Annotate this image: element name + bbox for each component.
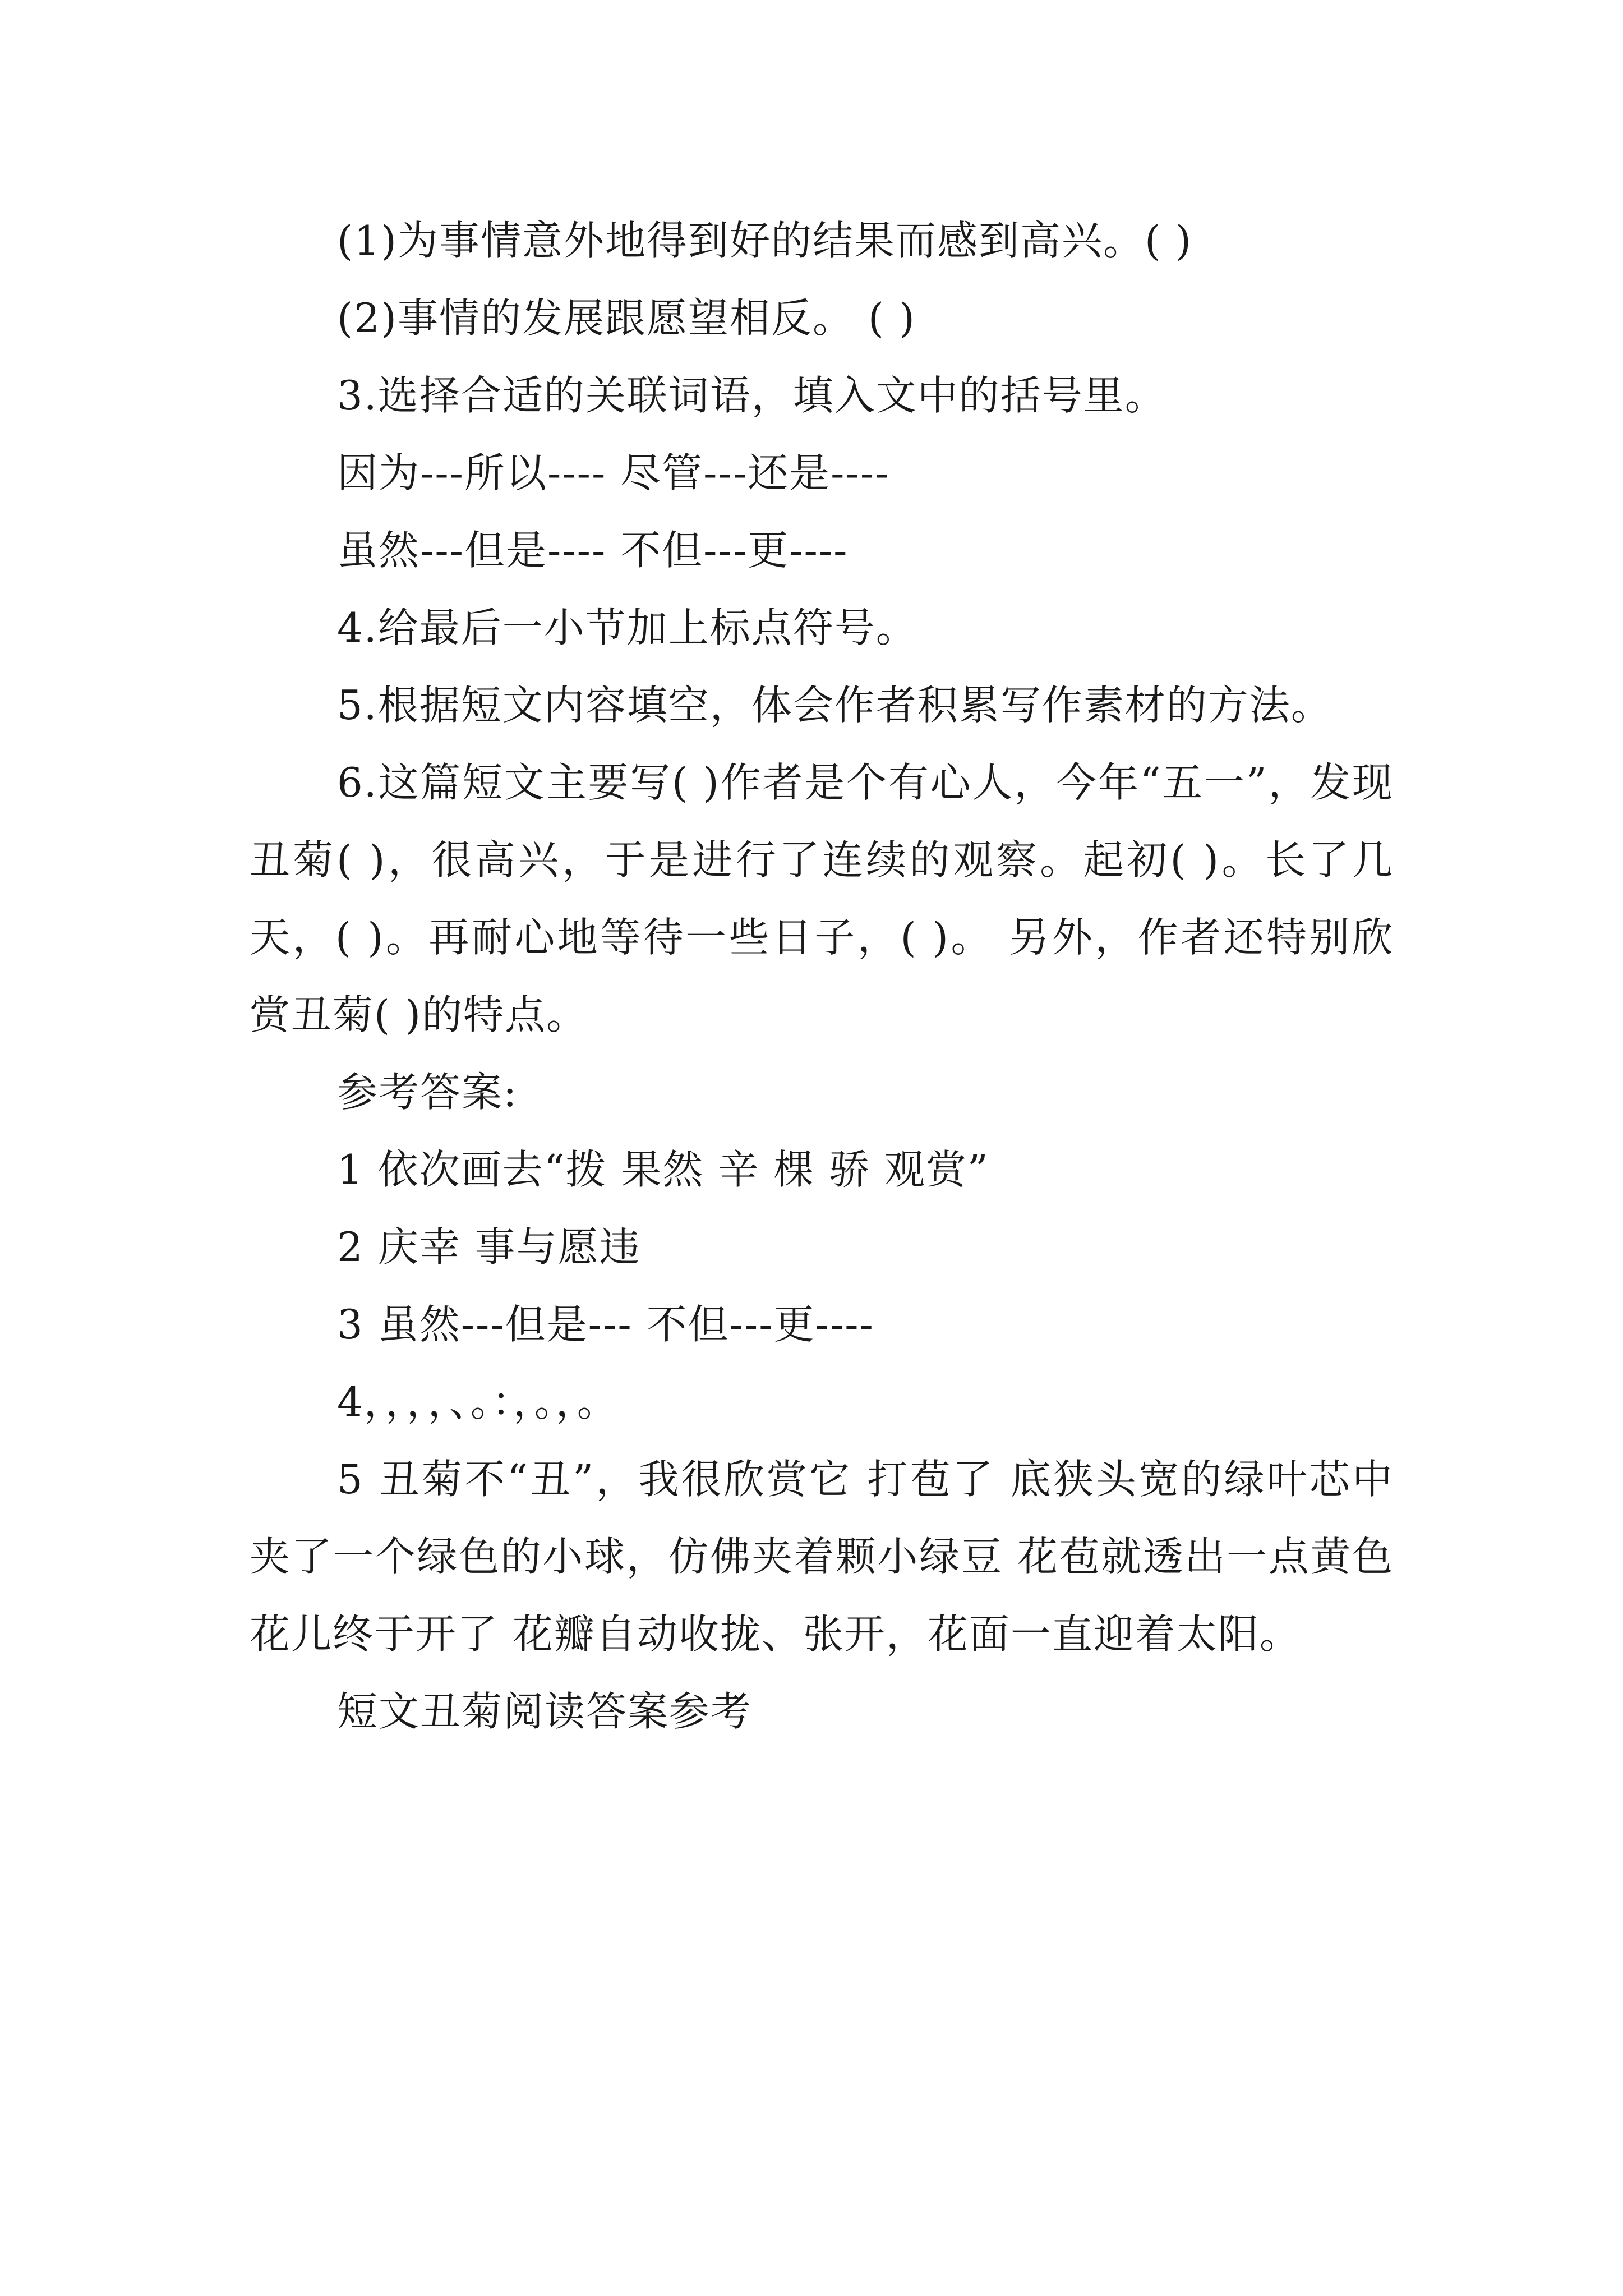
answer-1: 1 依次画去“拨 果然 辛 棵 骄 观赏” [337,1146,989,1193]
answer-4: 4，，，，、。：，。，。 [337,1378,619,1425]
conjunction-options-2: 虽然---但是---- 不但---更---- [337,527,849,574]
document-footer-title: 短文丑菊阅读答案参考 [337,1688,753,1735]
answer-3: 3 虽然---但是--- 不但---更---- [337,1301,874,1348]
question-3: 3.选择合适的关联词语，填入文中的括号里。 [337,372,1166,419]
conjunction-options-1: 因为---所以---- 尽管---还是---- [337,449,890,496]
question-4: 4.给最后一小节加上标点符号。 [337,604,917,651]
answer-2: 2 庆幸 事与愿违 [337,1223,641,1271]
answer-heading: 参考答案: [337,1069,518,1116]
question-5: 5.根据短文内容填空，体会作者积累写作素材的方法。 [337,682,1332,729]
question-1-2: (2)事情的发展跟愿望相反。 ( ) [337,295,916,342]
document-body [250,202,1408,1750]
answer-5: 5 丑菊不“丑”，我很欣赏它 打苞了 底狭头宽的绿叶芯中夹了一个绿色的小球，仿佛夹着颗小绿豆 花苞就透出一点黄色 花儿终于开了 花瓣自动收拢、张开，花面一直迎着太阳。 [250,1456,1408,1658]
question-6: 6.这篇短文主要写( )作者是个有心人，今年“五一”，发现丑菊( )，很高兴，于是进行了连续的观察。起初( )。长了几天，( )。再耐心地等待一些日子，( )。 另外，作者还特别欣赏丑菊( )的特点。 [250,759,1394,1038]
question-1-1: (1)为事情意外地得到好的结果而感到高兴。( ) [337,217,1193,264]
